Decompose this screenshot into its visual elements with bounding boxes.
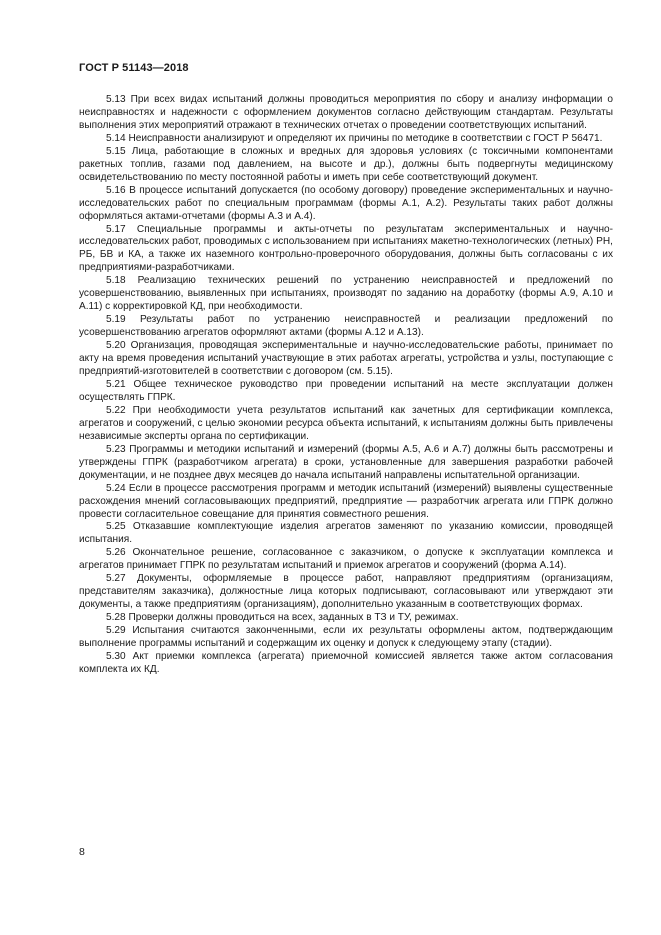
clause-5-24: 5.24 Если в процессе рассмотрения программ и методик испытаний (измерений) выявлены существенные расхождения мнений согласовывающих предприятий, предприятие — разработчик агрегата или ГПРК должно провести согласительное совещание для принятия совместного решения. (79, 482, 613, 520)
clause-5-26: 5.26 Окончательное решение, согласованное с заказчиком, о допуске к эксплуатации комплекса и агрегатов принимает ГПРК по результатам испытаний и приемок агрегатов и сооружений (форма А.14). (79, 547, 613, 572)
clause-5-27: 5.27 Документы, оформляемые в процессе работ, направляют предприятиям (организациям, представителям заказчика), должностные лица которых подписывают, согласовывают или утверждают эти документы, а также предприятиям (организациям), дополнительно указанным в соответствующих формах. (79, 573, 613, 611)
clause-5-14: 5.14 Неисправности анализируют и определяют их причины по методике в соответствии с ГОСТ Р 56471. (106, 132, 603, 144)
page-number: 8 (79, 846, 85, 858)
clause-5-17: 5.17 Специальные программы и акты-отчеты по результатам экспериментальных и научно-исследовательских работ, проводимых с использованием при испытаниях макетно-технологических (летных) РН, РБ, БВ и КА, а также их наземного контрольно-проверочного оборудования, должны быть согласованы с их предприятиями-разработчиками. (79, 223, 613, 274)
clause-5-22: 5.22 При необходимости учета результатов испытаний как зачетных для сертификации комплекса, агрегатов и сооружений, с целью экономии ресурса объекта испытаний, к испытаниям должны быть привлечены независимые эксперты органа по сертификации. (79, 404, 613, 442)
clause-5-18: 5.18 Реализацию технических решений по устранению неисправностей и предложений по усовершенствованию, выявленных при испытаниях, производят по заданию на доработку (формы А.9, А.10 и А.11) с корректировкой КД, при необходимости. (79, 275, 613, 313)
clause-5-28: 5.28 Проверки должны проводиться на всех, заданных в ТЗ и ТУ, режимах. (106, 612, 459, 624)
clause-5-20: 5.20 Организация, проводящая экспериментальные и научно-исследовательские работы, принимает по акту на время проведения испытаний участвующие в этих работах агрегаты, устройства и узлы, поступающие с предприятий-изготовителей в соответствии с договором (см. 5.15). (79, 340, 613, 378)
clause-5-19: 5.19 Результаты работ по устранению неисправностей и реализации предложений по усовершенствованию агрегатов оформляют актами (формы А.12 и А.13). (79, 314, 613, 339)
clause-5-15: 5.15 Лица, работающие в сложных и вредных для здоровья условиях (с токсичными компонентами ракетных топлив, газами под давлением, на высоте и др.), должны быть подвергнуты медицинскому освидетельствованию по месту постоянной работы и иметь при себе соответствующий документ. (79, 145, 613, 183)
clause-5-29: 5.29 Испытания считаются законченными, если их результаты оформлены актом, подтверждающим выполнение программы испытаний и содержащим их оценку и допуск к следующему этапу (стадии). (79, 625, 613, 650)
document-body (79, 94, 613, 677)
clause-5-16: 5.16 В процессе испытаний допускается (по особому договору) проведение экспериментальных и научно-исследовательских работ по специальным программам (формы А.1, А.2). Результаты таких работ должны оформляться актами-отчетами (формы А.3 и А.4). (79, 184, 613, 222)
document-header: ГОСТ Р 51143—2018 (79, 62, 189, 74)
clause-5-30: 5.30 Акт приемки комплекса (агрегата) приемочной комиссией является также актом согласования комплекта их КД. (79, 650, 613, 675)
clause-5-21: 5.21 Общее техническое руководство при проведении испытаний на месте эксплуатации должен осуществлять ГПРК. (79, 378, 613, 403)
clause-5-25: 5.25 Отказавшие комплектующие изделия агрегатов заменяют по указанию комиссии, проводящей испытания. (79, 521, 613, 546)
clause-5-13: 5.13 При всех видах испытаний должны проводиться мероприятия по сбору и анализу информации о неисправностях и надежности с оформлением документов согласно действующим стандартам. Результаты выполнения этих мероприятий отражают в технических отчетах о проведении соответствующих испытаний. (79, 94, 613, 131)
clause-5-23: 5.23 Программы и методики испытаний и измерений (формы А.5, А.6 и А.7) должны быть рассмотрены и утверждены ГПРК (разработчиком агрегата) в сроки, установленные для завершения разработки рабочей документации, и не позднее двух месяцев до начала испытаний направлены испытательной организации. (79, 443, 613, 481)
